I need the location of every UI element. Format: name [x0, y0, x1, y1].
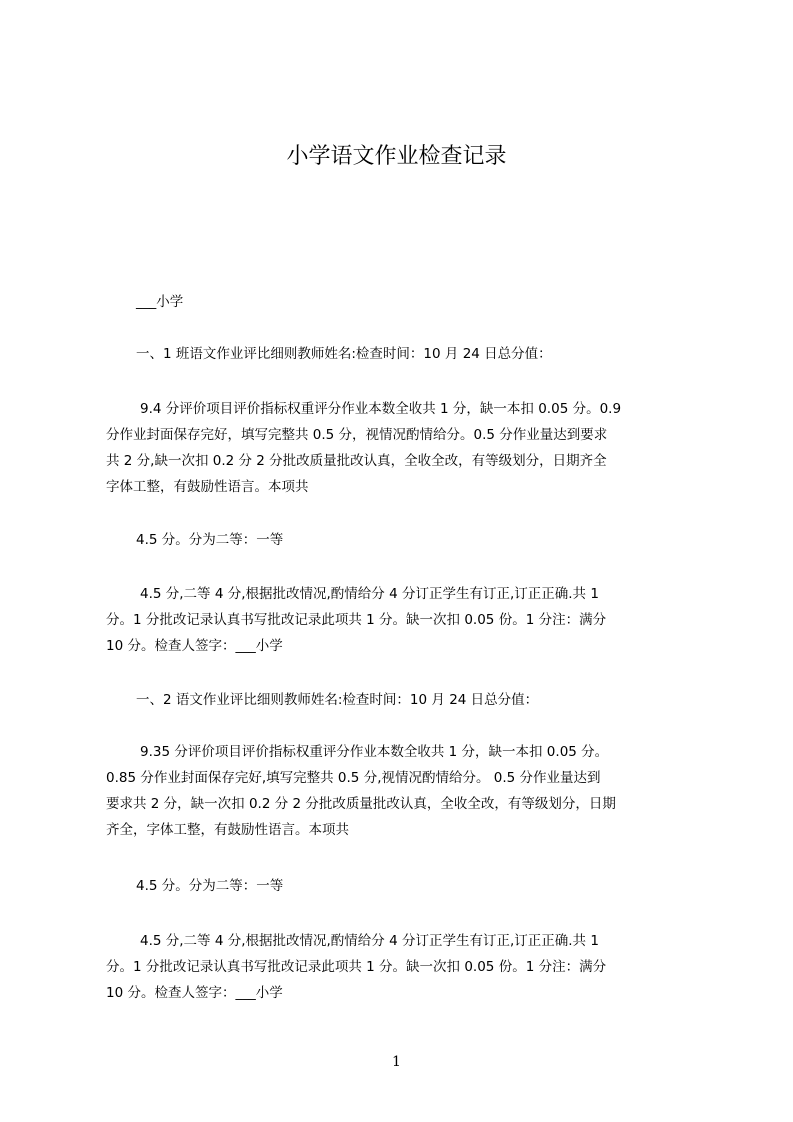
page-number: 1 — [392, 1054, 401, 1070]
text-line: 9.35 分评价项目评价指标权重评分作业本数全收共 1 分，缺一本扣 0.05 分。 — [140, 744, 609, 760]
section1-heading: 一、1 班语文作业评比细则教师姓名:检查时间：10 月 24 日总分值： — [136, 346, 552, 362]
page-title: 小学语文作业检查记录 — [286, 144, 507, 169]
section2-score-line: 4.5 分。分为二等：一等 — [136, 878, 284, 894]
text-line: 10 分。检查人签字：___小学 — [106, 638, 283, 654]
text-line: 分。1 分批改记录认真书写批改记录此项共 1 分。缺一次扣 0.05 份。1 分注：满分 — [106, 612, 607, 628]
text-line: 要求共 2 分，缺一次扣 0.2 分 2 分批改质量批改认真，全收全改，有等级划分，日期 — [106, 796, 616, 812]
text-line: 4.5 分,二等 4 分,根据批改情况,酌情给分 4 分订正学生有订正,订正正确.共 1 — [140, 933, 599, 949]
text-line: 10 分。检查人签字：___小学 — [106, 985, 283, 1001]
section1-paragraph2 — [106, 581, 698, 659]
text-line: 4.5 分,二等 4 分,根据批改情况,酌情给分 4 分订正学生有订正,订正正确.共 1 — [140, 586, 599, 602]
text-line: 齐全，字体工整，有鼓励性语言。本项共 — [106, 822, 349, 838]
section1-paragraph1 — [106, 396, 698, 500]
section1-score-line: 4.5 分。分为二等：一等 — [136, 532, 284, 548]
school-line: ___小学 — [136, 294, 184, 310]
section2-heading: 一、2 语文作业评比细则教师姓名:检查时间：10 月 24 日总分值： — [136, 692, 539, 708]
text-line: 分作业封面保存完好，填写完整共 0.5 分，视情况酌情给分。0.5 分作业量达到要求 — [106, 427, 608, 443]
text-line: 分。1 分批改记录认真书写批改记录此项共 1 分。缺一次扣 0.05 份。1 分注：满分 — [106, 959, 607, 975]
text-line: 共 2 分,缺一次扣 0.2 分 2 分批改质量批改认真，全收全改，有等级划分，日期齐全 — [106, 453, 607, 469]
text-line: 9.4 分评价项目评价指标权重评分作业本数全收共 1 分，缺一本扣 0.05 分。0.9 — [140, 401, 622, 417]
text-line: 字体工整，有鼓励性语言。本项共 — [106, 479, 309, 495]
section2-paragraph1 — [106, 739, 698, 843]
section2-paragraph2 — [106, 928, 698, 1006]
text-line: 0.85 分作业封面保存完好,填写完整共 0.5 分,视情况酌情给分。 0.5 分作业量达到 — [106, 770, 601, 786]
